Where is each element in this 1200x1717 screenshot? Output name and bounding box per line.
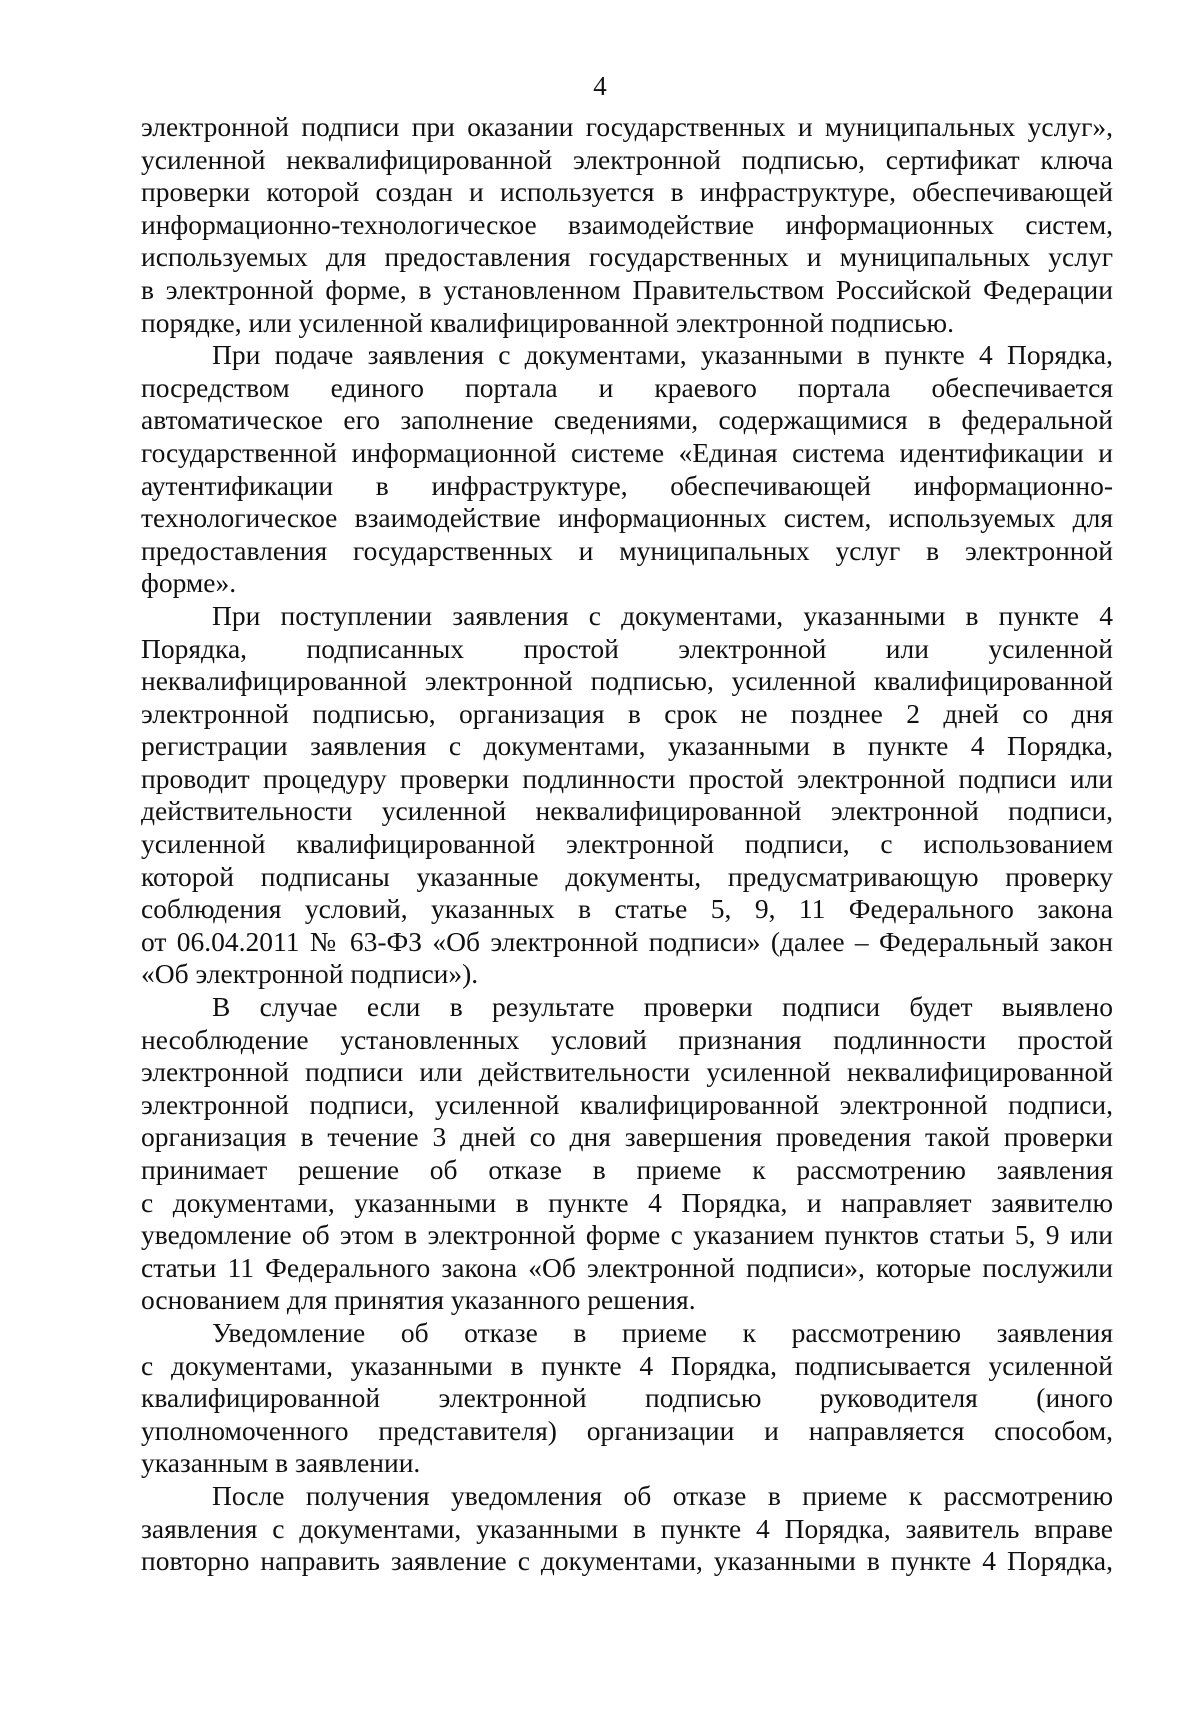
paragraph-3 [141, 600, 1113, 991]
text-line: квалифицированной электронной подписью руководителя (иного [141, 1382, 1113, 1414]
text-line: неквалифицированной электронной подписью, усиленной квалифицированной [141, 665, 1113, 697]
text-line: форме». [141, 567, 237, 599]
text-line: статьи 11 Федерального закона «Об электронной подписи», которые послужили [141, 1251, 1113, 1283]
text-line: несоблюдение установленных условий признания подлинности простой [141, 1023, 1113, 1055]
text-line: электронной подписи или действительности усиленной неквалифицированной [141, 1056, 1113, 1088]
text-line: основанием для принятия указанного решения. [141, 1284, 696, 1316]
document-body [141, 111, 1113, 1578]
text-line: усиленной неквалифицированной электронной подписью, сертификат ключа [141, 143, 1113, 175]
text-line: Порядка, подписанных простой электронной или усиленной [141, 632, 1113, 664]
text-line: «Об электронной подписи»). [141, 958, 479, 990]
text-line: Уведомление об отказе в приеме к рассмотрению заявления [212, 1316, 1113, 1348]
text-line: уведомление об этом в электронной форме с указанием пунктов статьи 5, 9 или [141, 1219, 1113, 1251]
text-line: аутентификации в инфраструктуре, обеспечивающей информационно- [141, 469, 1113, 501]
paragraph-6 [141, 1480, 1113, 1578]
paragraph-4 [141, 991, 1113, 1317]
paragraph-1 [141, 111, 1113, 339]
text-line: от 06.04.2011 № 63-ФЗ «Об электронной подписи» (далее – Федеральный закон [141, 925, 1113, 957]
text-line: уполномоченного представителя) организации и направляется способом, [141, 1414, 1113, 1446]
paragraph-2 [141, 339, 1113, 600]
text-line: технологическое взаимодействие информационных систем, используемых для [141, 502, 1113, 534]
text-line: заявления с документами, указанными в пункте 4 Порядка, заявитель вправе [141, 1512, 1113, 1544]
text-line: В случае если в результате проверки подписи будет выявлено [212, 991, 1113, 1023]
text-line: При поступлении заявления с документами, указанными в пункте 4 [212, 599, 1113, 631]
paragraph-5 [141, 1317, 1113, 1480]
text-line: регистрации заявления с документами, указанными в пункте 4 Порядка, [141, 730, 1113, 762]
text-line: с документами, указанными в пункте 4 Порядка, и направляет заявителю [141, 1186, 1113, 1218]
text-line: электронной подписью, организация в срок не позднее 2 дней со дня [141, 697, 1113, 729]
text-line: принимает решение об отказе в приеме к рассмотрению заявления [141, 1154, 1113, 1185]
text-line: усиленной квалифицированной электронной подписи, с использованием [141, 828, 1113, 860]
text-line: используемых для предоставления государственных и муниципальных услуг [141, 241, 1113, 273]
text-line: электронной подписи, усиленной квалифицированной электронной подписи, [141, 1088, 1113, 1120]
text-line: информационно-технологическое взаимодействие информационных систем, [141, 208, 1113, 240]
text-line: При подаче заявления с документами, указанными в пункте 4 Порядка, [212, 339, 1113, 371]
text-line: проверки которой создан и используется в инфраструктуре, обеспечивающей [141, 176, 1113, 208]
text-line: После получения уведомления об отказе в приеме к рассмотрению [212, 1479, 1113, 1511]
text-line: государственной информационной системе «Единая система идентификации и [141, 436, 1113, 468]
text-line: проводит процедуру проверки подлинности простой электронной подписи или [141, 762, 1113, 794]
text-line: с документами, указанными в пункте 4 Порядка, подписывается усиленной [141, 1349, 1113, 1381]
page-number: 4 [593, 71, 607, 101]
text-line: порядке, или усиленной квалифицированной электронной подписью. [141, 306, 954, 338]
text-line: соблюдения условий, указанных в статье 5, 9, 11 Федерального закона [141, 893, 1113, 925]
text-line: повторно направить заявление с документами, указанными в пункте 4 Порядка, [141, 1545, 1113, 1577]
text-line: которой подписаны указанные документы, предусматривающую проверку [141, 860, 1113, 892]
text-line: автоматическое его заполнение сведениями, содержащимися в федеральной [141, 404, 1113, 436]
text-line: действительности усиленной неквалифицированной электронной подписи, [141, 795, 1113, 827]
text-line: указанным в заявлении. [141, 1447, 421, 1479]
text-line: посредством единого портала и краевого портала обеспечивается [141, 371, 1113, 403]
text-line: в электронной форме, в установленном Правительством Российской Федерации [141, 273, 1113, 305]
text-line: электронной подписи при оказании государственных и муниципальных услуг», [141, 111, 1113, 142]
text-line: организация в течение 3 дней со дня завершения проведения такой проверки [141, 1121, 1113, 1153]
text-line: предоставления государственных и муниципальных услуг в электронной [141, 534, 1113, 566]
